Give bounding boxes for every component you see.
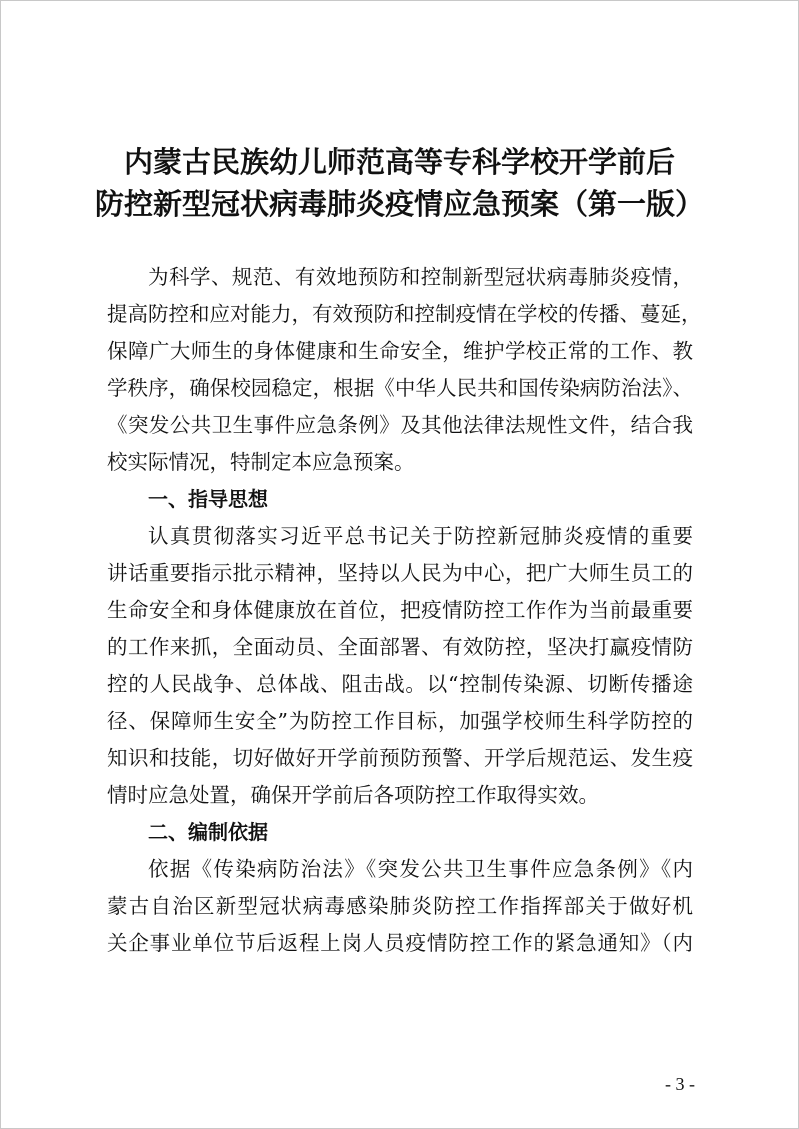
section2-line: 蒙古自治区新型冠状病毒感染肺炎防控工作指挥部关于做好机 bbox=[107, 894, 693, 918]
section2-line: 依据《传染病防治法》《突发公共卫生事件应急条例》《内 bbox=[148, 857, 693, 881]
intro-line: 校实际情况，特制定本应急预案。 bbox=[107, 450, 415, 474]
section1-line: 认真贯彻落实习近平总书记关于防控新冠肺炎疫情的重要 bbox=[148, 524, 693, 548]
intro-line: 保障广大师生的身体健康和生命安全，维护学校正常的工作、教 bbox=[107, 339, 693, 363]
document-title-line1: 内蒙古民族幼儿师范高等专科学校开学前后 bbox=[123, 145, 675, 179]
section1-line: 径、保障师生安全”为防控工作目标，加强学校师生科学防控的 bbox=[107, 709, 693, 733]
intro-line: 为科学、规范、有效地预防和控制新型冠状病毒肺炎疫情， bbox=[148, 265, 693, 289]
document-title-line2: 防控新型冠状病毒肺炎疫情应急预案（第一版） bbox=[94, 187, 704, 221]
intro-line: 《突发公共卫生事件应急条例》及其他法律法规性文件，结合我 bbox=[107, 413, 693, 437]
section-heading-basis: 二、编制依据 bbox=[148, 820, 268, 844]
section1-line: 的工作来抓，全面动员、全面部署、有效防控，坚决打赢疫情防 bbox=[107, 635, 693, 659]
section1-line: 控的人民战争、总体战、阻击战。以“控制传染源、切断传播途 bbox=[107, 672, 693, 696]
section-heading-guiding-ideology: 一、指导思想 bbox=[148, 487, 268, 511]
section1-line: 生命安全和身体健康放在首位，把疫情防控工作作为当前最重要 bbox=[107, 598, 693, 622]
section1-line: 情时应急处置，确保开学前后各项防控工作取得实效。 bbox=[107, 783, 599, 807]
section2-line: 关企事业单位节后返程上岗人员疫情防控工作的紧急通知》（内 bbox=[107, 931, 693, 955]
section1-line: 知识和技能，切好做好开学前预防预警、开学后规范运、发生疫 bbox=[107, 746, 693, 770]
intro-line: 学秩序，确保校园稳定，根据《中华人民共和国传染病防治法》、 bbox=[107, 376, 693, 400]
intro-line: 提高防控和应对能力，有效预防和控制疫情在学校的传播、蔓延， bbox=[107, 302, 702, 326]
section1-line: 讲话重要指示批示精神，坚持以人民为中心，把广大师生员工的 bbox=[107, 561, 693, 585]
page-number: - 3 - bbox=[665, 1074, 695, 1094]
